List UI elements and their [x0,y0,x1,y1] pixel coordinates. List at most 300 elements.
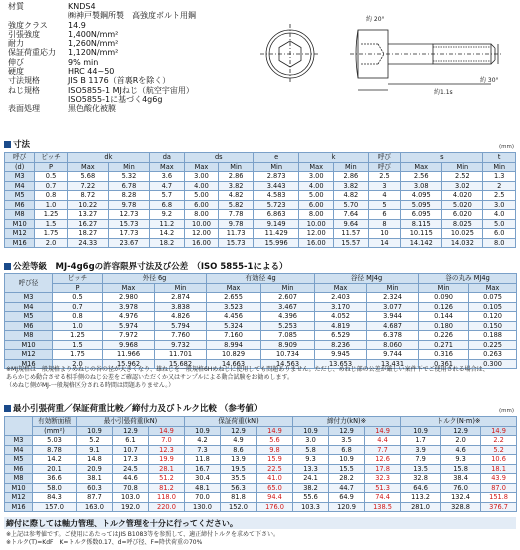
table-cell: 19.5 [221,464,257,474]
table-cell: 9.3 [293,455,329,465]
table-cell: 4.7 [150,181,185,191]
table-cell: 70.8 [113,483,149,493]
table-cell: 12.73 [108,210,149,220]
table-cell: 41.0 [257,474,293,484]
table-cell: 4.020 [442,191,483,201]
table-cell: 5.32 [108,172,149,182]
table-cell: 15.73 [219,238,254,248]
table-cell: 152.0 [221,502,257,512]
table-cell: 8.72 [67,191,108,201]
table-cell: 13.27 [67,210,108,220]
table-cell: 51.2 [149,474,185,484]
table-cell: 17.73 [108,229,149,239]
table-cell: M6 [5,464,33,474]
table-cell: M12 [5,350,53,360]
table-cell: 13.3 [293,464,329,474]
table-cell: 15.996 [253,238,298,248]
spec-label: 引張強度 [8,29,40,39]
table-cell: 19.9 [149,455,185,465]
table-cell: 3.5 [329,436,365,446]
dims-header-cell: ds [184,153,253,163]
table-row [5,302,517,312]
spec-label: ねじ規格 [8,85,40,95]
table-cell: 15.9 [257,455,293,465]
table-cell: 4.456 [207,312,261,322]
table-cell: 3.6 [150,172,185,182]
spec-label: 伸び [8,57,24,67]
table-row [5,219,516,229]
table-cell: 2.980 [103,293,155,303]
table-cell: 18.1 [481,464,517,474]
table-cell: 3.0 [483,200,516,210]
table-cell: 2.56 [401,172,442,182]
table-cell: 55.6 [293,493,329,503]
table-cell: 36.6 [33,474,77,484]
table-cell: 3.838 [155,302,207,312]
dims-section-title: 寸法 [4,140,30,151]
spec-label: 表面処理 [8,104,40,114]
table-cell: 6.00 [184,200,219,210]
table-cell: M12 [5,229,35,239]
table-cell: 5.7 [150,191,185,201]
table-cell: 10.829 [207,350,261,360]
table-cell: 4.82 [334,191,369,201]
table-cell: 15.8 [441,464,481,474]
table-cell: 0.263 [469,350,517,360]
table-cell: 11.701 [155,350,207,360]
table-cell: 10.6 [481,455,517,465]
table-cell: 14.142 [401,238,442,248]
table-cell: 87.0 [481,483,517,493]
table-cell: 2.52 [442,172,483,182]
table-cell: M3 [5,293,53,303]
table-cell: 4.82 [219,191,254,201]
table-cell: 7.972 [103,331,155,341]
table-row [5,340,517,350]
spec-value: JIS B 1176（首裏Rを除く） [68,76,171,86]
table-cell: 0.180 [419,321,469,331]
table-cell: 0.5 [35,172,67,182]
spec-value: KNDS4 [68,2,96,11]
table-cell: 14 [368,238,400,248]
table-cell: M3 [5,172,35,182]
table-row [5,474,517,484]
table-cell: 5.03 [33,436,77,446]
table-cell: 15.5 [329,464,365,474]
tol-subheader-cell: Max [469,283,517,293]
table-cell: 81.8 [221,493,257,503]
table-cell: 0.5 [53,293,103,303]
tol-subheader-row [5,283,517,293]
dims-subheader-cell: Min [483,162,516,172]
table-cell: 1.0 [53,321,103,331]
table-cell: 20.1 [33,464,77,474]
table-cell: M16 [5,359,53,369]
table-cell: 8.28 [108,191,149,201]
table-row [5,229,516,239]
spec-label: 強度クラス [8,20,48,30]
spec-value: ㈱神戸製鋼所製 高強度ボルト用鋼 [68,11,196,21]
table-cell: 3.443 [253,181,298,191]
table-cell: 10.9 [329,455,365,465]
section-marker-icon [4,263,11,270]
table-cell: 9.3 [441,455,481,465]
load-header-blank [5,417,33,436]
table-cell: 4 [368,191,400,201]
spec-value: ISO5855-1に基づく4g6g [68,94,163,104]
dims-subheader-cell: P [35,162,67,172]
bolt-drawing [258,10,516,98]
table-cell: 10.7 [113,445,149,455]
spec-value: HRC 44~50 [68,67,115,77]
table-cell: 4.00 [299,181,334,191]
table-cell: 4.583 [253,191,298,201]
table-cell: 5.020 [442,200,483,210]
tol-subheader-cell: Max [103,283,155,293]
table-cell: 12.3 [149,445,185,455]
table-cell: 1.75 [53,350,103,360]
spec-row [8,104,308,113]
table-cell: 8.00 [299,210,334,220]
dims-subheader-cell: Max [401,162,442,172]
table-cell: M16 [5,502,33,512]
table-cell: 3.02 [442,181,483,191]
table-cell: 7.7 [365,445,401,455]
table-row [5,464,517,474]
table-cell: M8 [5,474,33,484]
table-cell: 3.467 [261,302,315,312]
table-cell: 22.5 [257,464,293,474]
table-cell: 18.2 [150,238,185,248]
table-cell: M10 [5,483,33,493]
dims-header-cell: da [150,153,185,163]
table-row [5,331,517,341]
table-cell: 3.170 [315,302,367,312]
table-cell: 15.682 [155,359,207,369]
load-subheader-cell: 14.9 [257,426,293,436]
table-cell: 7.160 [207,331,261,341]
table-cell: 0.7 [35,181,67,191]
tol-subheader-cell: Max [315,283,367,293]
table-cell: 2.607 [261,293,315,303]
tol-subheader-cell: P [53,283,103,293]
table-cell: 17.8 [365,464,401,474]
load-header-cell: トルク(N·m)※ [401,417,517,427]
table-cell: 3.82 [219,181,254,191]
table-cell: 0.8 [53,312,103,322]
table-cell: 11.966 [103,350,155,360]
table-cell: 14.2 [150,229,185,239]
table-cell: M5 [5,191,35,201]
table-cell: 11.2 [150,219,185,229]
table-cell: 23.67 [108,238,149,248]
table-cell: 18.27 [67,229,108,239]
table-row [5,293,517,303]
table-cell: 0.361 [419,359,469,369]
tol-header-cell: 呼び径 [5,274,53,293]
table-cell: 9.64 [334,219,369,229]
table-cell: 4.4 [365,436,401,446]
table-cell: 15.57 [334,238,369,248]
table-cell: 8.78 [33,445,77,455]
table-cell: 6.529 [315,331,367,341]
table-cell: 1.7 [401,436,441,446]
table-row [5,455,517,465]
table-cell: 24.33 [67,238,108,248]
table-cell: 9.8 [257,445,293,455]
table-cell: 0.7 [53,302,103,312]
table-cell: 5.2 [77,436,113,446]
table-cell: 5.723 [253,200,298,210]
table-cell: 11.429 [253,229,298,239]
table-cell: M5 [5,455,33,465]
table-cell: 1.3 [483,172,516,182]
table-cell: 8.909 [261,340,315,350]
table-cell: 103.3 [293,502,329,512]
table-row [5,172,516,182]
load-unit: (mm) [498,408,514,414]
spec-value: 黒色酸化被膜 [68,104,116,114]
dims-subheader-cell: Min [334,162,369,172]
table-cell: 7.78 [219,210,254,220]
table-cell: 8.115 [401,219,442,229]
table-cell: 5.324 [207,321,261,331]
table-cell: 2 [483,181,516,191]
table-cell: 7.0 [149,436,185,446]
table-cell: 7.760 [155,331,207,341]
load-torque-table [4,416,517,512]
note-line: ※トルク(T)=KdF K=トルク係数0.17、d=呼び径、F=降伏荷重の70% [6,539,203,546]
table-cell: 3.978 [103,302,155,312]
table-cell: 5.974 [103,321,155,331]
table-cell: 11.73 [219,229,254,239]
table-cell: 2.873 [253,172,298,182]
dims-subheader-cell: Max [67,162,108,172]
load-header-cell: 締付力(kN)※ [293,417,401,427]
table-row [5,210,516,220]
table-cell: M5 [5,312,53,322]
table-cell: 130.0 [185,502,221,512]
table-cell: 0.105 [469,302,517,312]
table-cell: 0.126 [419,302,469,312]
table-cell: 5.6 [257,436,293,446]
table-cell: 4.0 [483,210,516,220]
tol-header-row [5,274,517,284]
table-cell: 2.86 [334,172,369,182]
table-cell: 14.032 [442,238,483,248]
table-cell: 64.9 [329,493,365,503]
load-header-row [5,417,517,427]
load-subheader-cell: 10.9 [77,426,113,436]
drawing-angle-label: 約 20° [366,16,385,23]
dims-header-cell: k [299,153,368,163]
table-cell: 28.1 [149,464,185,474]
dims-subheader-cell: Max [299,162,334,172]
note-line: ※MJ規格は一般規格よりめねじの谷の径が大きくなり、雄ねじを一般規格6Hめねじに使用しても問題ありません。ただし、めねじ部の公差が厳しい案件下でご使用される場合は、 [6,366,489,373]
table-cell: 8.0 [483,238,516,248]
note-line: ※上記は参考値です。ご使用にあたってはJIS B1083等を参照して、適正締付トルクを求めて下さい。 [6,531,279,538]
table-cell: 10 [368,229,400,239]
drawing-dim2-label: 約 30° [480,77,499,84]
load-subheader-cell: 14.9 [481,426,517,436]
drawing-dim1-label: 約1.1s [434,89,453,96]
table-cell: 9.78 [108,200,149,210]
table-cell: 0.188 [469,331,517,341]
table-cell: 176.0 [257,502,293,512]
table-cell: 2.5 [368,172,400,182]
table-cell: 0.144 [419,312,469,322]
table-cell: 5.68 [67,172,108,182]
table-cell: 12.6 [365,455,401,465]
table-cell: 6.8 [150,200,185,210]
table-cell: 8.994 [207,340,261,350]
tol-subheader-cell: Min [261,283,315,293]
table-cell: 56.3 [221,483,257,493]
table-row [5,200,516,210]
table-cell: 13.653 [315,359,367,369]
table-cell: 13.9 [221,455,257,465]
table-cell: 3.00 [299,172,334,182]
note-line: あらかじめ動合させる相手側のねじ公差をご確認いただくか又はサンプルによる動合試験をお勧めします。 [6,374,293,381]
table-cell: 9.968 [103,340,155,350]
tol-header-cell: 有効径 4g [207,274,315,284]
table-cell: 94.4 [257,493,293,503]
table-cell: 0.271 [419,340,469,350]
table-cell: 7.22 [67,181,108,191]
table-cell: 10.115 [401,229,442,239]
table-cell: 2.0 [35,238,67,248]
table-cell: 10.025 [442,229,483,239]
table-cell: 60.3 [77,483,113,493]
table-cell: 2.2 [481,436,517,446]
table-cell: 0.225 [469,340,517,350]
table-cell: 44.7 [329,483,365,493]
load-subheader-cell: 10.9 [293,426,329,436]
table-cell: 64.6 [401,483,441,493]
table-cell: 3.077 [367,302,419,312]
dims-header-cell: t [483,153,516,163]
table-cell: 16.00 [299,238,334,248]
dimensions-table [4,152,516,248]
spec-value: 1,120N/mm² [68,48,119,58]
table-cell: 118.0 [149,493,185,503]
spec-label: 硬度 [8,67,24,77]
table-cell: 20.9 [77,464,113,474]
table-cell: 4.976 [103,312,155,322]
table-cell: 5.70 [334,200,369,210]
table-cell: 3.82 [334,181,369,191]
dims-subheader-row [5,162,516,172]
table-cell: 4.2 [185,436,221,446]
table-cell: 32.8 [401,474,441,484]
table-cell: 5.253 [261,321,315,331]
spec-value: 1,400N/mm² [68,29,119,39]
table-cell: 2.324 [367,293,419,303]
table-row [5,436,517,446]
table-cell: M10 [5,219,35,229]
table-cell: 16.00 [184,238,219,248]
table-cell: M12 [5,493,33,503]
dims-subheader-cell: Max [150,162,185,172]
table-cell: 11.57 [334,229,369,239]
load-subheader-cell: 12.9 [221,426,257,436]
table-cell: 5.095 [401,200,442,210]
table-cell: 5.8 [293,445,329,455]
table-cell: 5.00 [184,191,219,201]
table-cell: 10.00 [299,219,334,229]
table-cell: 6.095 [401,210,442,220]
table-cell: M8 [5,210,35,220]
table-row [5,181,516,191]
table-row [5,191,516,201]
table-cell: 8 [368,219,400,229]
table-cell: 281.0 [401,502,441,512]
table-cell: 10.22 [67,200,108,210]
dims-subheader-cell: (d) [5,162,35,172]
table-cell: 0.075 [469,293,517,303]
table-cell: 6.020 [442,210,483,220]
spec-value: 14.9 [68,20,86,30]
table-cell: 16.7 [185,464,221,474]
table-cell: 163.0 [77,502,113,512]
tol-header-cell: 谷の丸み MJ4g [419,274,517,284]
table-cell: M8 [5,331,53,341]
dims-header-cell: 呼び [5,153,35,163]
table-cell: 3.944 [367,312,419,322]
table-cell: 192.0 [113,502,149,512]
table-cell: 1.25 [35,210,67,220]
table-cell: 9.78 [219,219,254,229]
table-cell: 3.9 [401,445,441,455]
table-cell: 157.0 [33,502,77,512]
table-cell: 5.0 [483,219,516,229]
load-subheader-cell: 10.9 [401,426,441,436]
table-cell: 38.4 [441,474,481,484]
table-cell: M4 [5,302,53,312]
table-cell: 4.095 [401,191,442,201]
table-cell: 8.6 [221,445,257,455]
table-cell: 0.120 [469,312,517,322]
spec-label: 材質 [8,2,24,11]
table-cell: 138.5 [365,502,401,512]
table-cell: 4.826 [155,312,207,322]
table-cell: 5.2 [481,445,517,455]
table-cell: 87.7 [77,493,113,503]
table-cell: 4.819 [315,321,367,331]
highlight-note: 締付に際しては軸力管理、トルク管理を十分に行ってください。 [6,519,238,528]
load-header-cell: 保証荷重(kN) [185,417,293,427]
table-cell: 5 [368,200,400,210]
spec-value: 1,260N/mm² [68,39,119,49]
table-cell: 328.8 [441,502,481,512]
table-cell: 6.1 [113,436,149,446]
table-cell: 1.5 [35,219,67,229]
table-cell: 6 [368,210,400,220]
table-cell: 9.149 [253,219,298,229]
table-cell: 8.236 [315,340,367,350]
table-cell: 0.226 [419,331,469,341]
table-cell: 5.00 [299,191,334,201]
spec-label: 耐力 [8,39,24,49]
table-cell: 13.5 [401,464,441,474]
table-cell: 16.27 [67,219,108,229]
tol-header-cell: 外径 6g [103,274,207,284]
table-cell: 51.3 [365,483,401,493]
table-row [5,321,517,331]
table-cell: 1.75 [35,229,67,239]
section-marker-icon [4,405,11,412]
table-cell: 12.00 [184,229,219,239]
